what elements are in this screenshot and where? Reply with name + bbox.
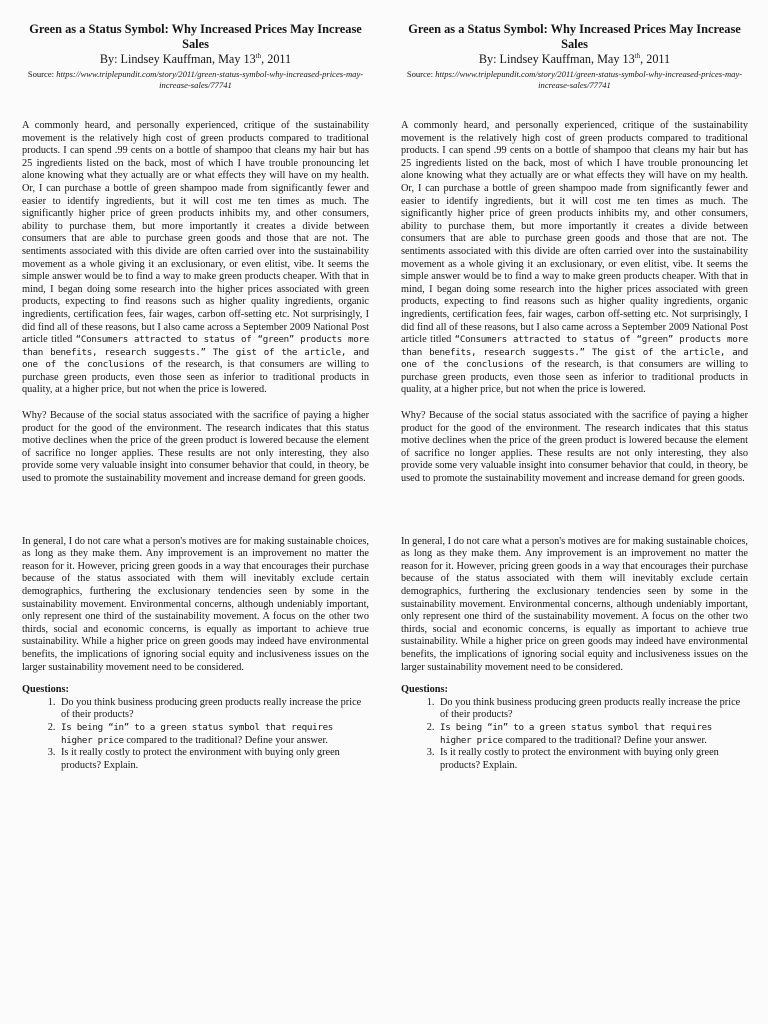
byline-ordinal: th: [255, 51, 262, 60]
question-2-quote: Is being “in” to a green status symbol that requires higher price: [440, 721, 713, 746]
paragraph-3: In general, I do not care what a person's motives are for making sustainable choices, as long as they make them. Any improvement is an improvement no matter the reason for it. However, pricing green goods in a way that encourages their purchase because of the status associated with them will inevitably exclude certain demographics, furthering the exclusionary tendencies seen by some in the sustainability movement. Environmental concerns, although undeniably important, only represent one third of the sustainability movement. A focus on the other two thirds, social and economic concerns, is equally as important to achieve true sustainability. While a higher price on green goods may indeed have environmental benefits, the implications of ignoring social equity and inclusiveness issues on the larger sustainability movement need to be considered.: [22, 535, 369, 673]
article-column-left: [22, 22, 369, 772]
byline-year: , 2011: [261, 52, 292, 66]
paragraph-1-text-b: the research, is that consumers are willing to purchase green products, even those seen as inferior to traditional products in quality, at a higher price, but not when the price is lowered.: [401, 359, 748, 396]
byline-ordinal: th: [634, 51, 641, 60]
questions-heading: Questions:: [22, 684, 69, 696]
questions-list: [401, 697, 748, 773]
byline-year: , 2011: [640, 52, 671, 66]
article-byline: [401, 52, 748, 67]
article-byline: [22, 52, 369, 67]
questions-list: [22, 697, 369, 773]
paragraph-1-quote: “Consumers attracted to status of “green” products more than benefits, research suggests.” The gist of the article, and one of the conclusions of: [22, 334, 369, 371]
question-3: 3. Is it really costly to protect the environment with buying only green products? Explain.: [58, 747, 369, 772]
source-label: Source:: [27, 69, 57, 79]
paragraph-1-text-a: A commonly heard, and personally experienced, critique of the sustainability movement is the relatively high cost of green products compared to traditional products. I can spend .99 cents on a bottle of shampoo that cleans my hair but has 25 ingredients listed on the back, most of which I have trouble pronouncing let alone knowing what they actually are or what effects they will have on my health. Or, I can purchase a bottle of green shampoo made from significantly fewer and easier to identify ingredients, but it will cost me ten times as much. The significantly higher price of green products inhibits my, and other consumers, ability to purchase them, but more importantly it creates a divide between consumers that are able to purchase green goods and those that are not. The sentiments associated with this divide are often carried over into the sustainability movement as a whole giving it an exclusionary, or even elitist, vibe. It seems the simple answer would be to find a way to make green products cheaper. With that in mind, I began doing some research into the higher prices associated with green products, expecting to find reasons such as higher quality ingredients, organic ingredients, certification fees, fair wages, carbon off-setting etc. Not surprisingly, I did find all of these reasons, but I also came across a September 2009 National Post article titled: [22, 120, 369, 346]
source-url: https://www.triplepundit.com/story/2011/green-status-symbol-why-increased-prices-may-increase-sales/77741: [56, 69, 364, 90]
paragraph-3: In general, I do not care what a person's motives are for making sustainable choices, as long as they make them. Any improvement is an improvement no matter the reason for it. However, pricing green goods in a way that encourages their purchase because of the status associated with them will inevitably exclude certain demographics, furthering the exclusionary tendencies seen by some in the sustainability movement. Environmental concerns, although undeniably important, only represent one third of the sustainability movement. A focus on the other two thirds, social and economic concerns, is equally as important to achieve true sustainability. While a higher price on green goods may indeed have environmental benefits, the implications of ignoring social equity and inclusiveness issues on the larger sustainability movement need to be considered.: [401, 535, 748, 673]
byline-text: By: Lindsey Kauffman, May 13: [478, 52, 635, 66]
question-2: [58, 722, 369, 747]
paragraph-1-quote: “Consumers attracted to status of “green” products more than benefits, research suggests.” The gist of the article, and one of the conclusions of: [401, 334, 748, 371]
byline-text: By: Lindsey Kauffman, May 13: [99, 52, 256, 66]
paragraph-2: Why? Because of the social status associated with the sacrifice of paying a higher product for the good of the environment. The research indicates that this status motive declines when the price of the green product is lowered because the element of sacrifice no longer applies. These results are not only interesting, they also provide some very valuable insight into consumer behavior that could, in theory, be used to promote the sustainability movement and increase demand for green goods.: [22, 410, 369, 485]
article-title: Green as a Status Symbol: Why Increased Prices May Increase Sales: [408, 22, 741, 51]
source-url: https://www.triplepundit.com/story/2011/green-status-symbol-why-increased-prices-may-increase-sales/77741: [435, 69, 743, 90]
source-label: Source:: [406, 69, 436, 79]
paragraph-1-text-a: A commonly heard, and personally experienced, critique of the sustainability movement is the relatively high cost of green products compared to traditional products. I can spend .99 cents on a bottle of shampoo that cleans my hair but has 25 ingredients listed on the back, most of which I have trouble pronouncing let alone knowing what they actually are or what effects they will have on my health. Or, I can purchase a bottle of green shampoo made from significantly fewer and easier to identify ingredients, but it will cost me ten times as much. The significantly higher price of green products inhibits my, and other consumers, ability to purchase them, but more importantly it creates a divide between consumers that are able to purchase green goods and those that are not. The sentiments associated with this divide are often carried over into the sustainability movement as a whole giving it an exclusionary, or even elitist, vibe. It seems the simple answer would be to find a way to make green products cheaper. With that in mind, I began doing some research into the higher prices associated with green products, expecting to find reasons such as higher quality ingredients, organic ingredients, certification fees, fair wages, carbon off-setting etc. Not surprisingly, I did find all of these reasons, but I also came across a September 2009 National Post article titled: [401, 120, 748, 346]
paragraph-1: [401, 120, 748, 397]
article-title: Green as a Status Symbol: Why Increased Prices May Increase Sales: [29, 22, 362, 51]
questions-heading: Questions:: [401, 684, 448, 696]
paragraph-1: [22, 120, 369, 397]
paragraph-2: Why? Because of the social status associated with the sacrifice of paying a higher product for the good of the environment. The research indicates that this status motive declines when the price of the green product is lowered because the element of sacrifice no longer applies. These results are not only interesting, they also provide some very valuable insight into consumer behavior that could, in theory, be used to promote the sustainability movement and increase demand for green goods.: [401, 410, 748, 485]
paragraph-1-text-b: the research, is that consumers are willing to purchase green products, even those seen as inferior to traditional products in quality, at a higher price, but not when the price is lowered.: [22, 359, 369, 396]
question-2-quote: Is being “in” to a green status symbol that requires higher price: [61, 721, 334, 746]
question-2: [437, 722, 748, 747]
question-2-text: compared to the traditional? Define your answer.: [502, 734, 707, 746]
question-1: 1. Do you think business producing green products really increase the price of their products?: [58, 697, 369, 722]
question-2-text: compared to the traditional? Define your answer.: [123, 734, 328, 746]
question-3: 3. Is it really costly to protect the environment with buying only green products? Explain.: [437, 747, 748, 772]
article-column-right: [401, 22, 748, 772]
question-1: 1. Do you think business producing green products really increase the price of their products?: [437, 697, 748, 722]
article-source: [401, 69, 748, 91]
article-source: [22, 69, 369, 91]
